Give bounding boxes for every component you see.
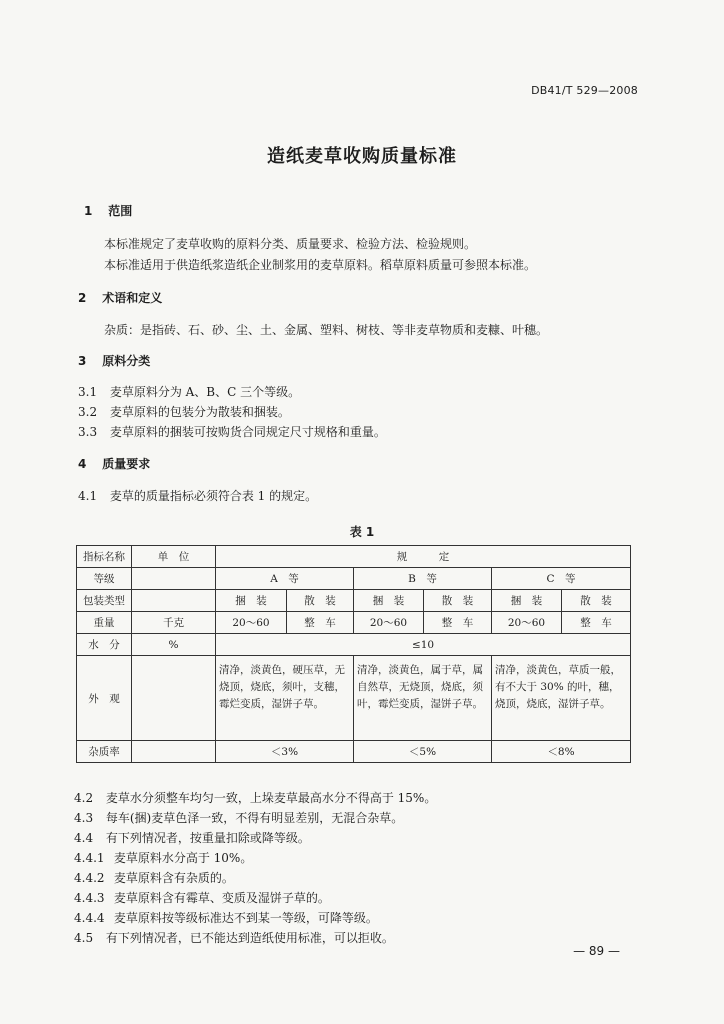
section-2-heading (78, 289, 162, 306)
item-number: 4.2 (74, 791, 94, 805)
item-text: 每车(捆)麦草色泽一致，不得有明显差别，无混合杂草。 (105, 811, 404, 825)
item-text: 麦草原料水分高于 10%。 (113, 851, 253, 865)
item-text: 麦草原料按等级标准达不到某一等级，可降等级。 (113, 911, 378, 925)
table-cell: ＜5% (354, 741, 492, 763)
page-number: — 89 — (573, 944, 620, 958)
table-row (77, 741, 631, 763)
list-item (78, 403, 290, 420)
list-item (74, 849, 252, 866)
table-cell: 清净，淡黄色，硬压草，无烧顶，烧底，须叶，支穗，霉烂变质，湿饼子草。 (216, 656, 354, 741)
list-item (78, 487, 317, 504)
table-cell: A 等 (216, 568, 354, 590)
table-cell: 规 定 (216, 546, 631, 568)
table-cell: 捆 装 (492, 590, 562, 612)
table-row (77, 590, 631, 612)
table-cell: ＜8% (492, 741, 631, 763)
table-cell: 单 位 (132, 546, 216, 568)
item-number: 4.4.1 (74, 851, 105, 865)
table-cell: 散 装 (287, 590, 354, 612)
item-number: 4.4.3 (74, 891, 105, 905)
item-text: 有下列情况者，已不能达到造纸使用标准，可以拒收。 (105, 931, 394, 945)
table-cell (132, 568, 216, 590)
section-1-heading (84, 202, 132, 219)
table-cell: 20～60 (216, 612, 287, 634)
item-number: 3.2 (78, 405, 98, 419)
item-number: 4.1 (78, 489, 98, 503)
paragraph: 杂质：是指砖、石、砂、尘、土、金属、塑料、树枝、等非麦草物质和麦糠、叶穗。 (104, 323, 549, 337)
section-3-heading (78, 352, 150, 369)
list-item (74, 869, 234, 886)
table-cell: 捆 装 (354, 590, 424, 612)
table-cell: 千克 (132, 612, 216, 634)
item-number: 4.5 (74, 931, 94, 945)
table-cell: C 等 (492, 568, 631, 590)
table-row (77, 568, 631, 590)
list-item (78, 423, 386, 440)
section-title: 范围 (108, 204, 133, 218)
list-item (78, 383, 300, 400)
paragraph: 本标准规定了麦草收购的原料分类、质量要求、检验方法、检验规则。 (104, 237, 477, 251)
section-title: 原料分类 (102, 354, 151, 368)
item-text: 麦草原料分为 A、B、C 三个等级。 (109, 385, 301, 399)
page-title: 造纸麦草收购质量标准 (267, 146, 457, 167)
section-number: 2 (78, 291, 87, 305)
section-number: 4 (78, 457, 87, 471)
section-number: 1 (84, 204, 93, 218)
table-cell: 清净，淡黄色，属于草，属自然草，无烧顶，烧底，须叶，霉烂变质，湿饼子草。 (354, 656, 492, 741)
item-text: 麦草原料含有杂质的。 (113, 871, 234, 885)
table-cell: 整 车 (424, 612, 492, 634)
table-row (77, 634, 631, 656)
item-text: 有下列情况者，按重量扣除或降等级。 (105, 831, 310, 845)
table-cell (132, 656, 216, 741)
list-item (74, 889, 330, 906)
item-number: 4.3 (74, 811, 94, 825)
table-caption: 表 1 (349, 525, 375, 539)
list-item (74, 909, 378, 926)
item-text: 麦草的质量指标必须符合表 1 的规定。 (109, 489, 318, 503)
table-cell: 整 车 (562, 612, 631, 634)
document-number: DB41/T 529—2008 (531, 84, 638, 97)
table-cell: ＜3% (216, 741, 354, 763)
item-number: 4.4.2 (74, 871, 105, 885)
table-cell: 散 装 (424, 590, 492, 612)
table-cell: 包装类型 (77, 590, 132, 612)
item-text: 麦草原料的捆装可按购货合同规定尺寸规格和重量。 (109, 425, 386, 439)
item-text: 麦草水分须整车均匀一致，上垛麦草最高水分不得高于 15%。 (105, 791, 437, 805)
table-cell: 捆 装 (216, 590, 287, 612)
paragraph: 本标准适用于供造纸浆造纸企业制浆用的麦草原料。稻草原料质量可参照本标准。 (104, 258, 537, 272)
section-title: 质量要求 (102, 457, 151, 471)
list-item (74, 789, 436, 806)
item-number: 4.4.4 (74, 911, 105, 925)
table-cell (132, 590, 216, 612)
table-cell: 整 车 (287, 612, 354, 634)
section-4-heading (78, 455, 150, 472)
section-title: 术语和定义 (102, 291, 163, 305)
table-cell: 重量 (77, 612, 132, 634)
table-cell: % (132, 634, 216, 656)
table-cell: 水 分 (77, 634, 132, 656)
item-number: 3.1 (78, 385, 98, 399)
table-row (77, 656, 631, 741)
table-cell: ≤10 (216, 634, 631, 656)
table-row (77, 612, 631, 634)
table-cell: 清净，淡黄色，草质一般，有不大于 30% 的叶，穗，烧顶，烧底，湿饼子草。 (492, 656, 631, 741)
quality-table (76, 545, 631, 763)
table-cell: B 等 (354, 568, 492, 590)
item-text: 麦草原料含有霉草、变质及湿饼子草的。 (113, 891, 330, 905)
list-item (74, 829, 310, 846)
table-cell: 杂质率 (77, 741, 132, 763)
table-cell: 20～60 (492, 612, 562, 634)
table-row (77, 546, 631, 568)
list-item (74, 809, 403, 826)
list-item (74, 929, 394, 946)
table-cell: 散 装 (562, 590, 631, 612)
table-cell (132, 741, 216, 763)
item-number: 4.4 (74, 831, 94, 845)
table-cell: 指标名称 (77, 546, 132, 568)
item-text: 麦草原料的包装分为散装和捆装。 (109, 405, 290, 419)
section-number: 3 (78, 354, 87, 368)
table-cell: 20～60 (354, 612, 424, 634)
table-cell: 等级 (77, 568, 132, 590)
item-number: 3.3 (78, 425, 98, 439)
table-cell: 外 观 (77, 656, 132, 741)
